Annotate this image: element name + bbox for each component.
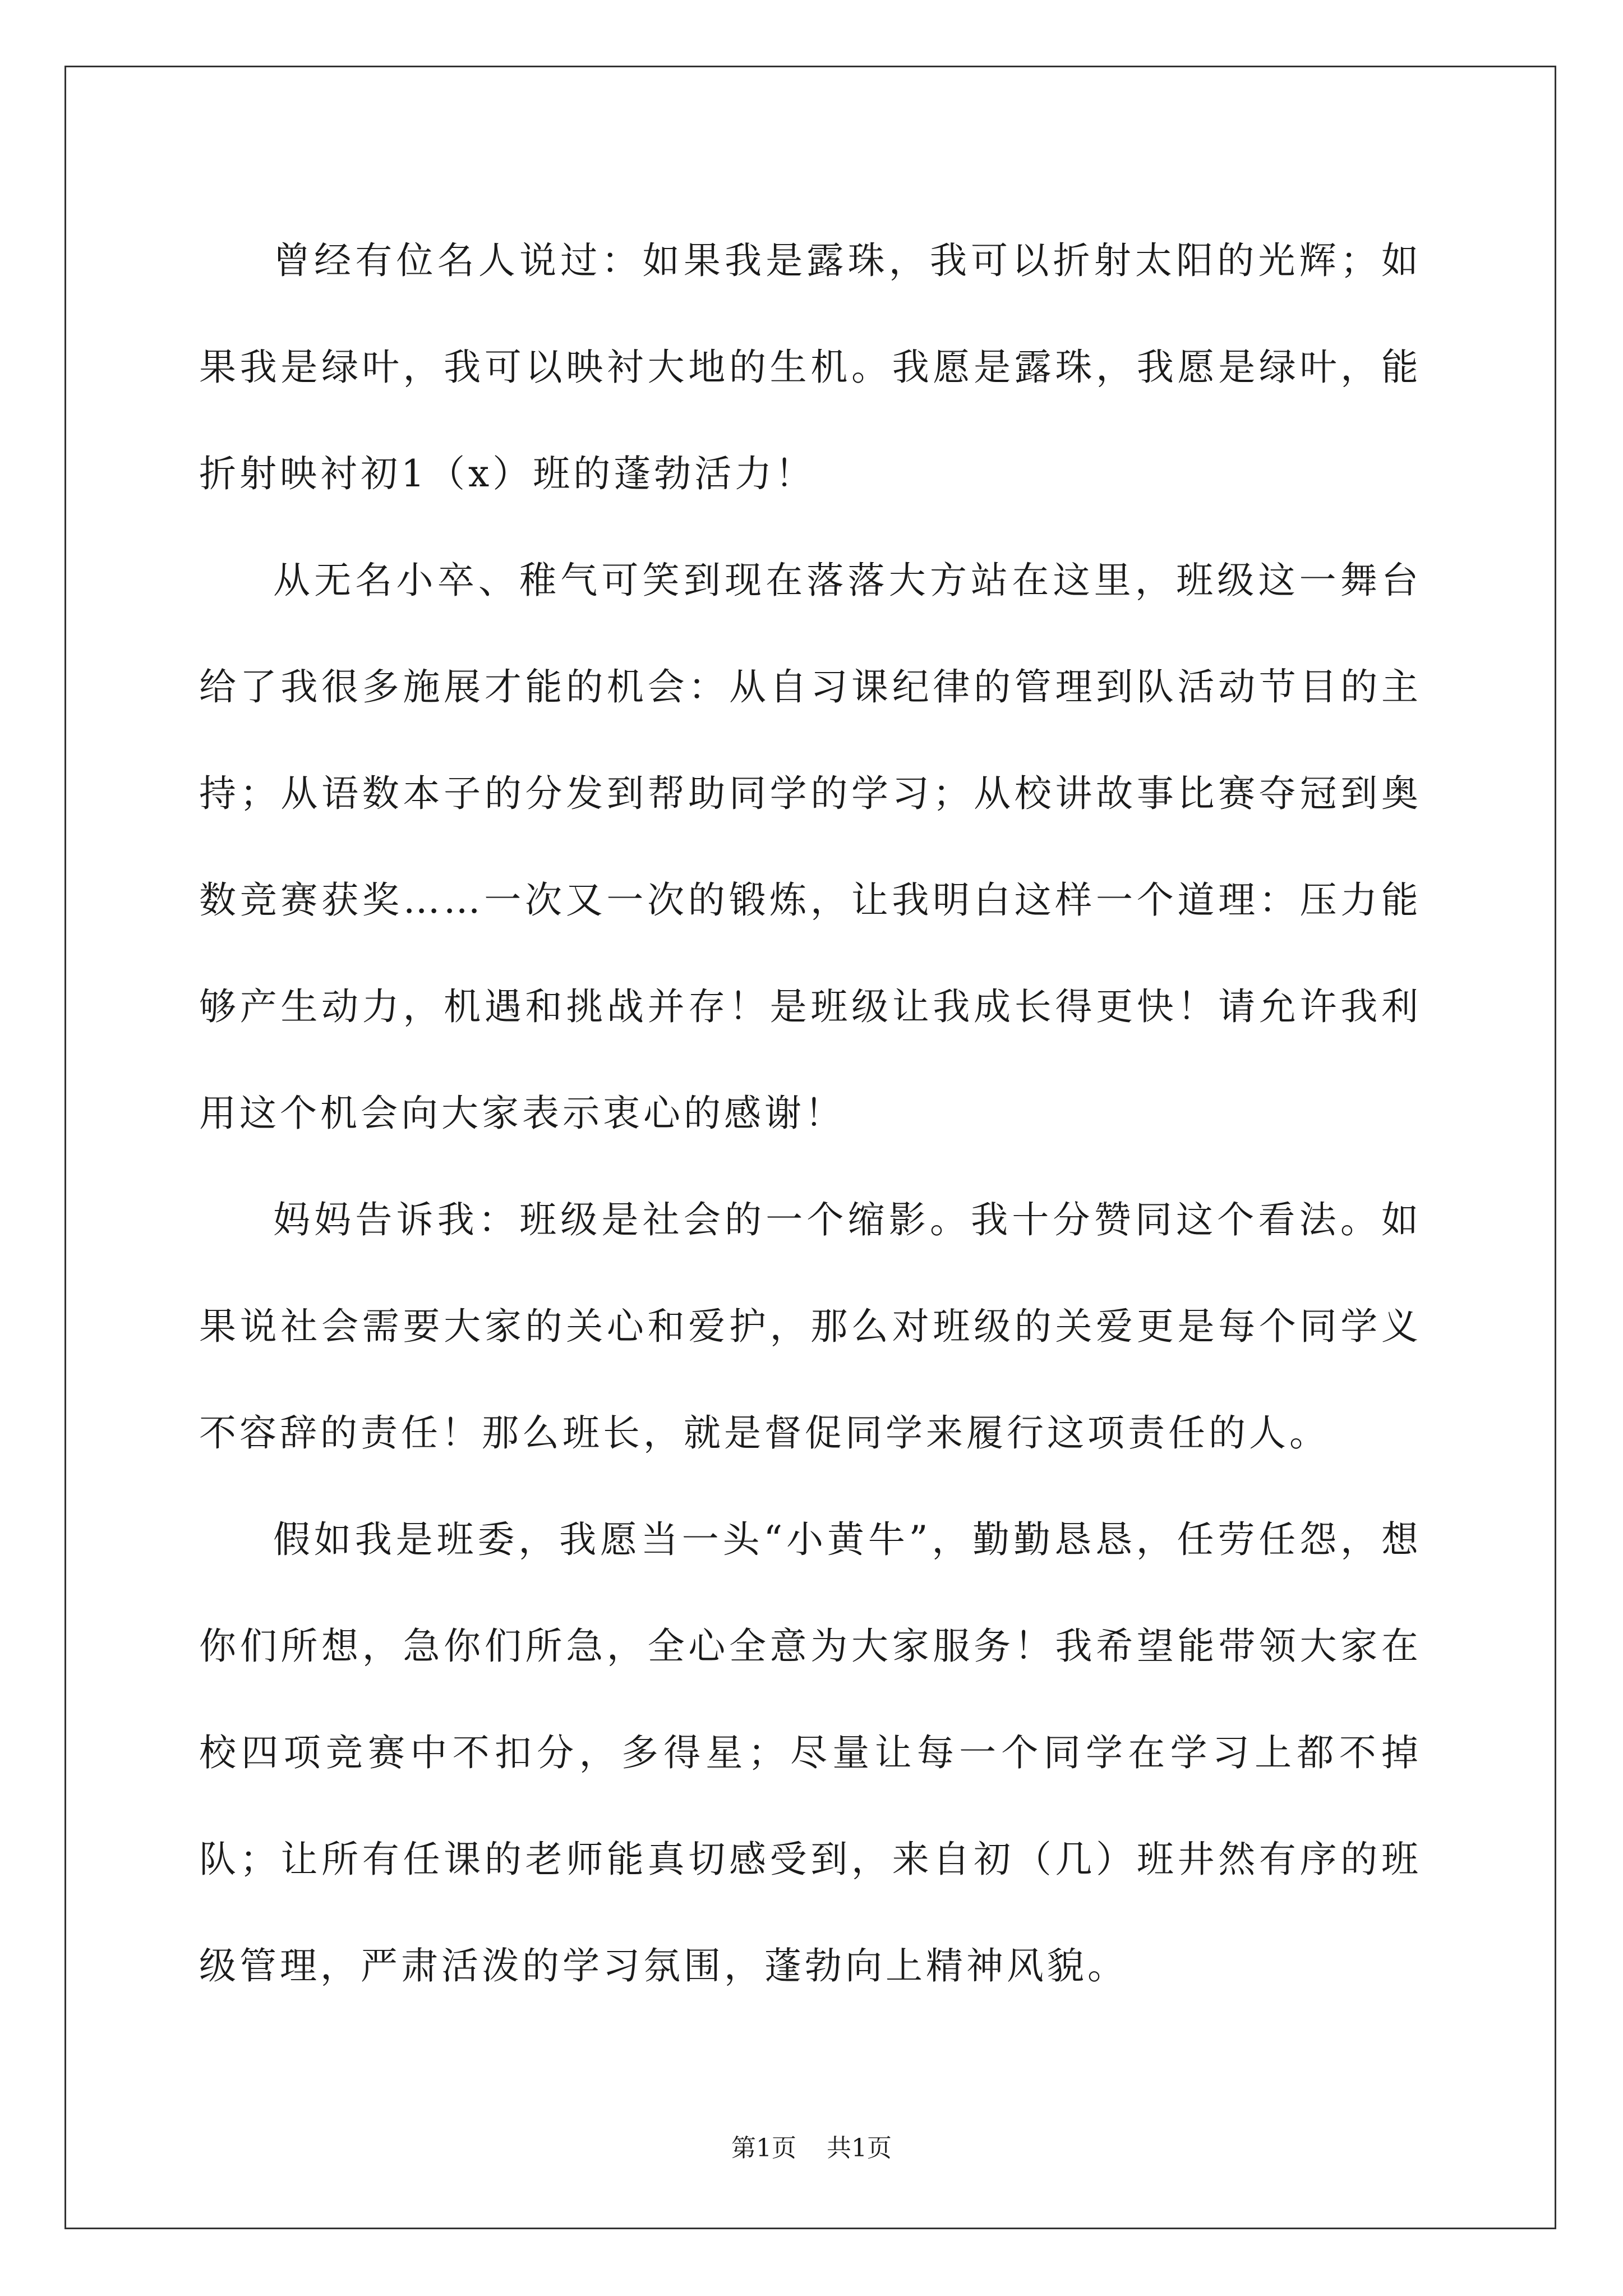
paragraph-2: 从无名小卒、稚气可笑到现在落落大方站在这里，班级这一舞台给了我很多施展才能的机会：从自习课纪律的管理到队活动节目的主持；从语数本子的分发到帮助同学的学习；从校讲故事比赛夺冠到奥数竞赛获奖……一次又一次的锻炼，让我明白这样一个道理：压力能够产生动力，机遇和挑战并存！是班级让我成长得更快！请允许我利用这个机会向大家表示衷心的感谢！ — [199, 559, 1422, 1135]
page-footer — [0, 2132, 1623, 2165]
document-body — [199, 208, 1422, 2019]
paragraph-4: 假如我是班委，我愿当一头“小黄牛”，勤勤恳恳，任劳任怨，想你们所想，急你们所急，全心全意为大家服务！我希望能带领大家在校四项竞赛中不扣分，多得星；尽量让每一个同学在学习上都不掉队；让所有任课的老师能真切感受到，来自初（几）班井然有序的班级管理，严肃活泼的学习氛围，蓬勃向上精神风貌。 — [199, 1518, 1422, 1987]
page-number-total: 共1页 — [827, 2134, 892, 2162]
paragraph-3: 妈妈告诉我：班级是社会的一个缩影。我十分赞同这个看法。如果说社会需要大家的关心和爱护，那么对班级的关爱更是每个同学义不容辞的责任！那么班长，就是督促同学来履行这项责任的人。 — [199, 1198, 1422, 1455]
paragraph-1: 曾经有位名人说过：如果我是露珠，我可以折射太阳的光辉；如果我是绿叶，我可以映衬大地的生机。我愿是露珠，我愿是绿叶，能折射映衬初1（x）班的蓬勃活力！ — [199, 239, 1422, 495]
page-number-current: 第1页 — [731, 2134, 796, 2162]
